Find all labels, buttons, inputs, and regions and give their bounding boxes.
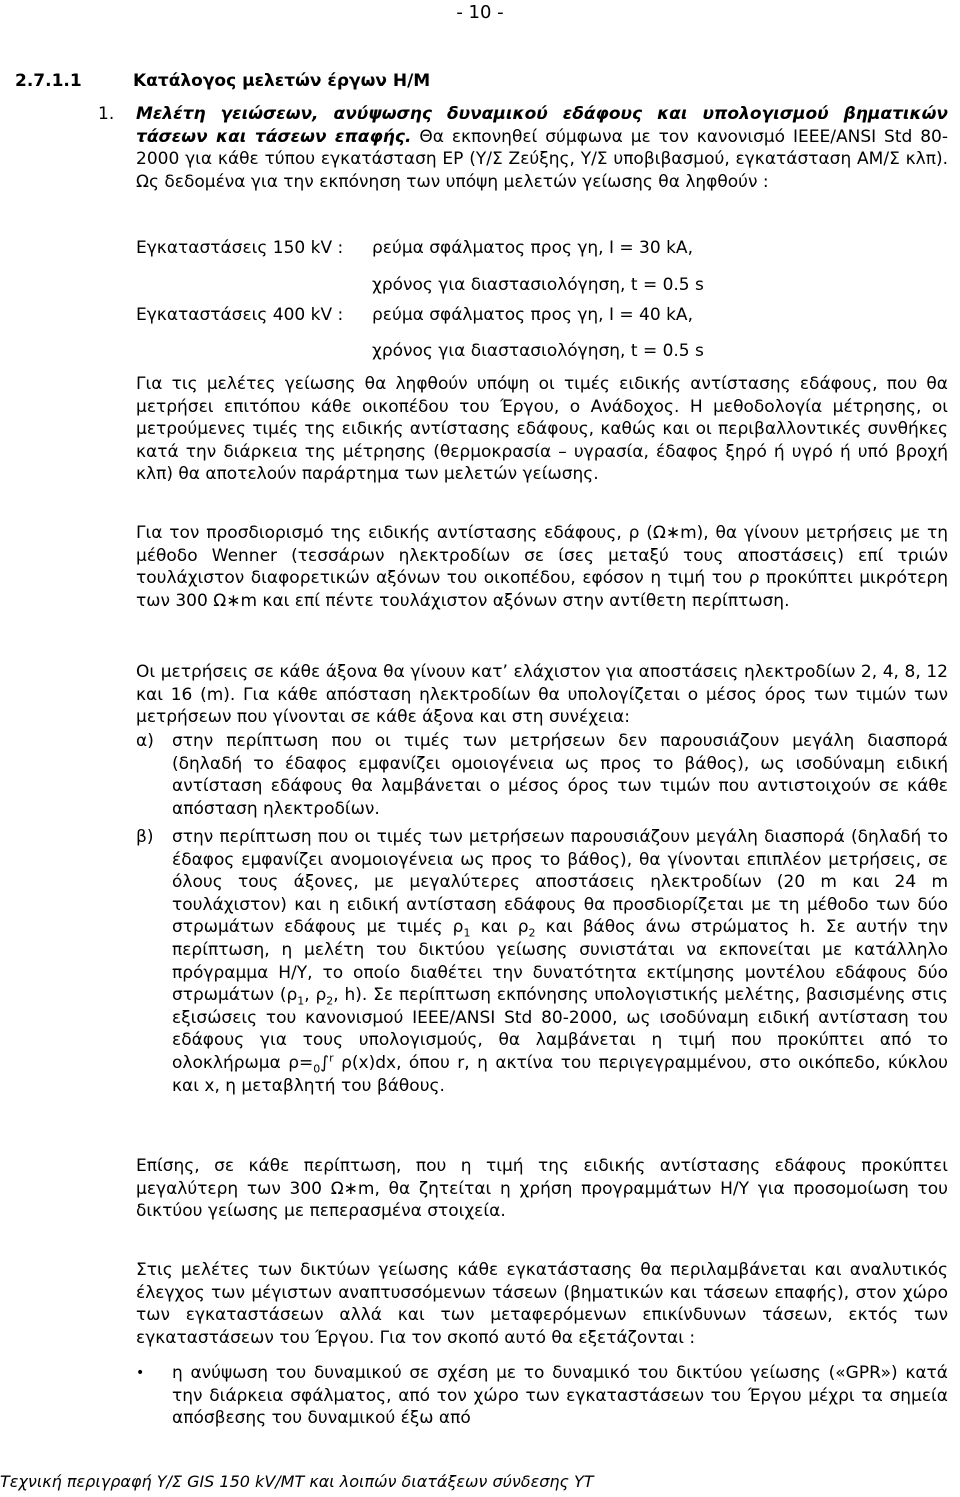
list-marker: α)	[136, 731, 154, 751]
page-number: - 10 -	[456, 2, 504, 23]
installation-label: Εγκαταστάσεις 150 kV :	[136, 238, 344, 258]
item-text: Θα εκπονηθεί σύμφωνα με τον κανονισμό IEEE/ANSI Std 80-2000 για κάθε τύπου εγκατάσταση ΕΡ (Υ/Σ Ζεύξης, Υ/Σ υποβιβασμού, εγκατάσταση ΑΜ/Σ κλπ). Ως δεδομένα για την εκπόνηση των υπόψη μελετών γείωσης θα ληφθούν :	[136, 126, 948, 192]
fault-current: ρεύμα σφάλματος προς γη, I = 30 kA,	[372, 238, 693, 258]
text-run: στην περίπτωση που οι τιμές των μετρήσεων παρουσιάζουν μεγάλη διασπορά (δηλαδή το έδαφος εμφανίζει ανομοιογένεια ως προς το βάθος), θα γίνονται επιπλέον μετρήσεις, σε όλους τους άξονες, με μεγαλύτερες αποστάσεις ηλεκτροδίων (20 m και 24 m τουλάχιστον) και η ειδική αντίσταση εδάφους θα προσδιορίζεται με τη μέθοδο των δύο στρωμάτων εδάφους με τιμές ρ	[172, 827, 948, 938]
page-footer: Τεχνική περιγραφή Υ/Σ GIS 150 kV/ΜΤ και λοιπών διατάξεων σύνδεσης ΥΤ	[0, 1472, 594, 1491]
fault-current: ρεύμα σφάλματος προς γη, I = 40 kA,	[372, 305, 693, 325]
item-number: 1.	[98, 104, 115, 124]
integral-sign: ∫	[320, 1052, 330, 1073]
paragraph-simulation: Επίσης, σε κάθε περίπτωση, που η τιμή της ειδικής αντίστασης εδάφους προκύπτει μεγαλύτερη των 300 Ω∗m, θα ζητείται η χρήση προγραμμάτων Η/Υ για προσομοίωση του δικτύου γείωσης με πεπερασμένα στοιχεία.	[136, 1156, 948, 1222]
subscript: 1	[463, 926, 471, 940]
paragraph-voltage-checks: Στις μελέτες των δικτύων γείωσης κάθε εγκατάστασης θα περιλαμβάνεται και αναλυτικός έλεγχος των μέγιστων αναπτυσσόμενων τάσεων (βηματικών και τάσεων επαφής), στον χώρο των εγκαταστάσεων αλλά και των μεταφερόμενων επικίνδυνων τάσεων, εκτός των εγκαταστάσεων του Έργου. Για τον σκοπό αυτό θα εξετάζονται :	[136, 1260, 948, 1348]
text-run: , ρ	[304, 985, 327, 1006]
paragraph-resistivity-values: Για τις μελέτες γείωσης θα ληφθούν υπόψη οι τιμές ειδικής αντίστασης εδάφους, που θα μετρήσει επιτόπου κάθε οικοπέδου του Έργου, ο Ανάδοχος. Η μεθοδολογία μέτρησης, οι μετρούμενες τιμές της ειδικής αντίστασης εδάφους, καθώς και οι περιβαλλοντικές συνθήκες κατά την διάρκεια της μέτρησης (θερμοκρασία – υγρασία, έδαφος ξηρό ή υγρό ή υπό βροχή κλπ) θα αποτελούν παράρτημα των μελετών γείωσης.	[136, 374, 948, 485]
list-item-a	[136, 730, 948, 820]
fault-time: χρόνος για διαστασιολόγηση, t = 0.5 s	[372, 341, 704, 361]
text-run: , h). Σε περίπτωση εκπόνησης υπολογιστικής μελέτης, βασισμένης στις εξισώσεις του κανονισμού IEEE/ANSI Std 80-2000, ως ισοδύναμη ειδική αντίσταση του εδάφους για τους υπολογισμούς, θα λαμβάνεται η τιμή που προκύπτει από το ολοκλήρωμα ρ=	[172, 985, 949, 1073]
bullet-text: η ανύψωση του δυναμικού σε σχέση με το δυναμικό του δικτύου γείωσης («GPR») κατά την διάρκεια σφάλματος, από τον χώρο των εγκαταστάσεων του Έργου μέχρι τα σημεία απόσβεσης του δυναμικού έξω από	[172, 1363, 948, 1429]
bullet-item-gpr	[136, 1362, 948, 1430]
subscript: 2	[326, 994, 334, 1008]
list-item-b	[136, 826, 948, 1097]
installation-label: Εγκαταστάσεις 400 kV :	[136, 305, 344, 325]
fault-time: χρόνος για διαστασιολόγηση, t = 0.5 s	[372, 275, 704, 295]
study-item-1	[98, 103, 948, 193]
paragraph-measurement-distances: Οι μετρήσεις σε κάθε άξονα θα γίνουν κατ’ ελάχιστον για αποστάσεις ηλεκτροδίων 2, 4, 8, 12 και 16 (m). Για κάθε απόσταση ηλεκτροδίων θα υπολογίζεται ο μέσος όρος των τιμών των μετρήσεων που γίνονται σε κάθε άξονα και στη συνέχεια:	[136, 662, 948, 728]
section-number: 2.7.1.1	[15, 71, 82, 91]
list-marker: β)	[136, 827, 154, 847]
list-text	[172, 826, 948, 1097]
section-heading	[15, 70, 430, 93]
text-run: και ρ	[470, 917, 529, 938]
list-text: στην περίπτωση που οι τιμές των μετρήσεων δεν παρουσιάζουν μεγάλη διασπορά (δηλαδή το έδαφος εμφανίζει ομοιογένεια ως προς το βάθος), ως ισοδύναμη ειδική αντίσταση εδάφους θα λαμβάνεται ο μέσος όρος των τιμών που αντιστοιχούν σε κάθε απόσταση ηλεκτροδίων.	[172, 731, 948, 819]
subscript: 2	[528, 926, 536, 940]
item-body	[136, 103, 948, 193]
section-title: Κατάλογος μελετών έργων Η/Μ	[133, 71, 431, 91]
text-run: και βάθος άνω στρώματος h. Σε αυτήν την περίπτωση, η μελέτη του δικτύου γείωσης συνιστάται να εκπονείται με κατάλληλο πρόγραμμα Η/Υ, το οποίο διαθέτει την δυνατότητα εκτίμησης μοντέλου εδάφους δύο στρωμάτων (ρ	[172, 917, 948, 1006]
subscript: 0	[313, 1062, 321, 1076]
bullet-icon: •	[136, 1365, 145, 1381]
item-title: Μελέτη γειώσεων, ανύψωσης δυναμικού εδάφους και υπολογισμού βηματικών τάσεων και τάσεων επαφής.	[136, 104, 948, 147]
subscript: 1	[297, 994, 305, 1008]
paragraph-wenner-method: Για τον προσδιορισμό της ειδικής αντίστασης εδάφους, ρ (Ω∗m), θα γίνουν μετρήσεις με τη μέθοδο Wenner (τεσσάρων ηλεκτροδίων σε ίσες μεταξύ τους αποστάσεις) επί τριών τουλάχιστον διαφορετικών αξόνων του οικοπέδου, εφόσον η τιμή του ρ προκύπτει μικρότερη των 300 Ω∗m και επί πέντε τουλάχιστον αξόνων στην αντίθετη περίπτωση.	[136, 523, 948, 611]
text-run: ρ(x)dx, όπου r, η ακτίνα του περιγεγραμμένου, στο οικόπεδο, κύκλου και x, η μεταβλητή του βάθους.	[172, 1052, 948, 1096]
superscript: r	[329, 1051, 334, 1065]
